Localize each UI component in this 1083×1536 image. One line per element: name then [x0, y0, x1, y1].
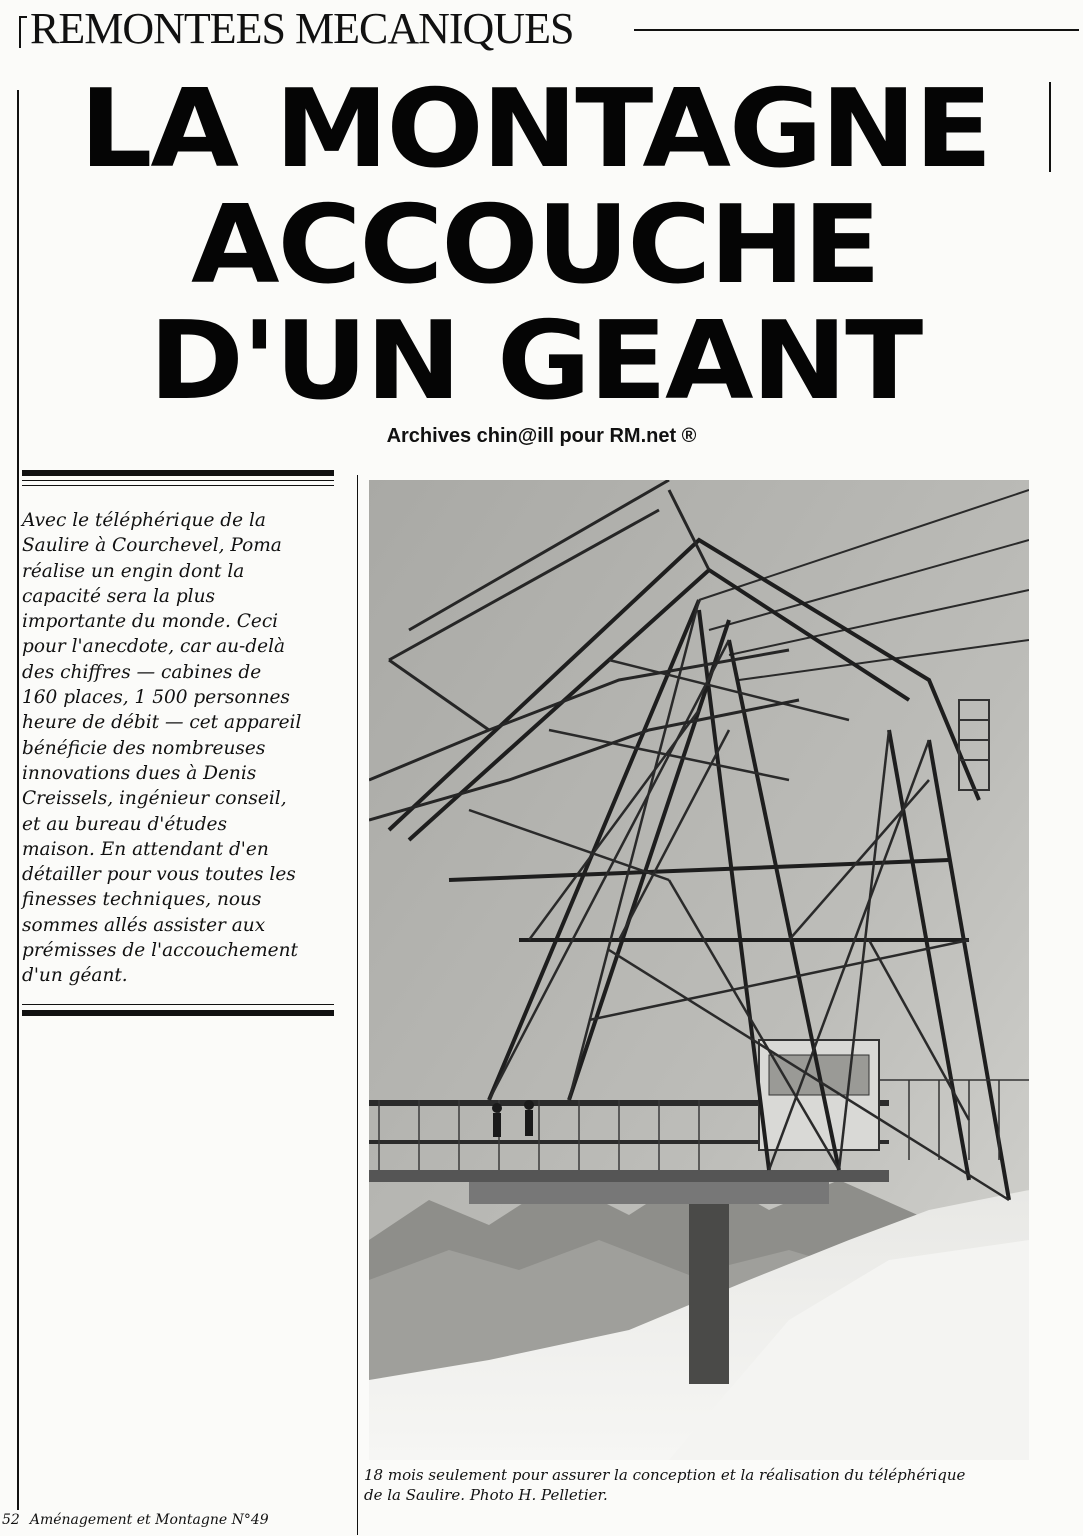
section-rubric: REMONTEES MECANIQUES: [30, 4, 574, 53]
intro-bottom-thick-rule: [22, 1010, 334, 1016]
intro-top-thin-rule-2: [22, 485, 334, 486]
intro-paragraph: Avec le téléphérique de la Saulire à Courchevel, Poma réalise un engin dont la capacité sera la plus importante du monde. Ceci pour l'anecdote, car au-delà des chiffres — cabines de 160 places, 1 500 personnes heure de débit — cet appareil bénéficie des nombreuses innovations dues à Denis Creissels, ingénieur conseil, et au bureau d'études maison. En attendant d'en détailler pour vous toutes les finesses techniques, nous sommes allés assister aux prémisses de l'accouchement d'un géant.: [22, 510, 302, 987]
photo-caption: 18 mois seulement pour assurer la conception et la réalisation du téléphérique de la Saulire. Photo H. Pelletier.: [364, 1466, 966, 1504]
headline: [30, 67, 1040, 424]
archive-credit: Archives chin@ill pour RM.net ®: [386, 425, 697, 447]
headline-line-1: LA MONTAGNE: [79, 67, 991, 192]
rubric-rule: [634, 29, 1079, 31]
headline-line-3: D'UN GEANT: [148, 299, 922, 424]
rubric-corner-mark: [19, 16, 21, 48]
intro-top-thick-rule: [22, 470, 334, 476]
headline-line-2: ACCOUCHE: [190, 183, 879, 308]
publication-name: Aménagement et Montagne N°49: [29, 1512, 269, 1528]
cable-car-station-photo: [369, 480, 1029, 1460]
intro-bottom-thin-rule: [22, 1004, 334, 1005]
page-footer: [2, 1512, 279, 1528]
column-divider: [357, 475, 358, 1535]
page-number: 52: [2, 1512, 20, 1528]
photo-illustration: [369, 480, 1029, 1460]
intro-top-thin-rule: [22, 480, 334, 481]
